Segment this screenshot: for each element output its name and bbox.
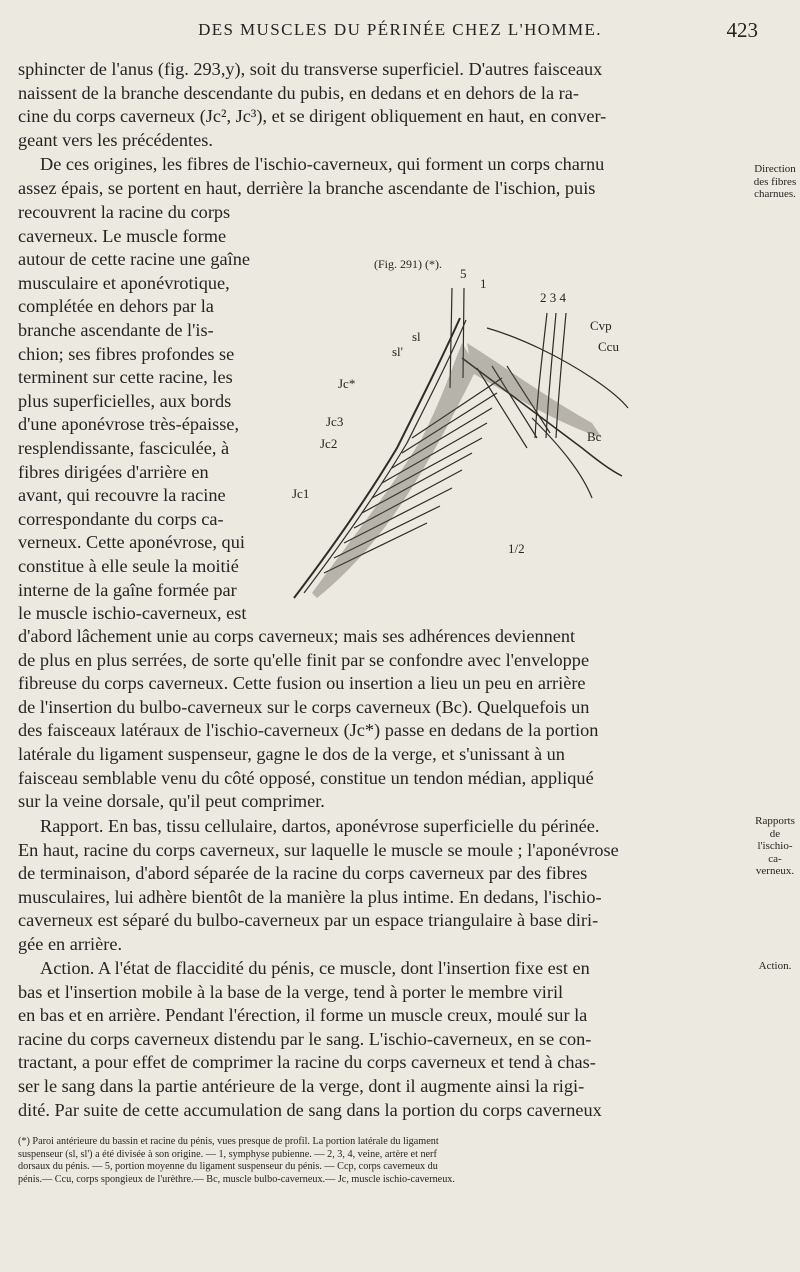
text-line: terminent sur cette racine, les xyxy=(18,367,233,388)
text-line: sur la veine dorsale, qu'il peut comprimer. xyxy=(18,791,325,812)
text-line: autour de cette racine une gaîne xyxy=(18,249,250,270)
figure-label-ccu: Ccu xyxy=(598,339,619,354)
text-line: resplendissante, fasciculée, à xyxy=(18,437,230,458)
text-line: racine du corps caverneux distendu par le sang. L'ischio-caverneux, en se con- xyxy=(18,1028,592,1049)
figure-label-1: 1 xyxy=(480,276,487,291)
paragraph-1 xyxy=(18,58,744,152)
figure-label-sl: sl xyxy=(412,329,421,344)
text-line: geant vers les précédentes. xyxy=(18,129,213,150)
figure-label-slp: sl' xyxy=(392,344,404,359)
paragraph-action xyxy=(18,957,744,1122)
text-line: De ces origines, les fibres de l'ischio-caverneux, qui forment un corps charnu xyxy=(40,154,605,174)
paragraph-2-rest xyxy=(18,625,744,814)
text-line: faisceau semblable venu du côté opposé, constitue un tendon médian, appliqué xyxy=(18,767,594,788)
text-line: de terminaison, d'abord séparée de la racine du corps caverneux par des fibres xyxy=(18,863,588,884)
paragraph-2-intro xyxy=(18,153,744,200)
figure-label-jc1: Jc1 xyxy=(292,486,310,501)
text-line: gée en arrière. xyxy=(18,933,123,954)
figure-label-jcstar: Jc* xyxy=(338,376,356,391)
text-line: musculaires, lui adhère bientôt de la manière la plus intime. En dedans, l'ischio- xyxy=(18,886,602,907)
text-line: en bas et en arrière. Pendant l'érection, il forme un muscle creux, moulé sur la xyxy=(18,1005,588,1026)
text-line: complétée en dehors par la xyxy=(18,296,214,317)
text-line: interne de la gaîne formée par xyxy=(18,579,237,600)
anatomical-figure xyxy=(292,248,637,623)
text-line: des faisceaux latéraux de l'ischio-caverneux (Jc*) passe en dedans de la portion xyxy=(18,720,599,741)
margin-note-action: Action. xyxy=(758,960,792,972)
figure-label-jc2: Jc2 xyxy=(320,436,338,451)
text-line: musculaire et aponévrotique, xyxy=(18,272,230,293)
text-line: chion; ses fibres profondes se xyxy=(18,343,235,364)
text-line: Rapport. En bas, tissu cellulaire, dartos, aponévrose superficielle du périnée. xyxy=(40,816,600,836)
text-line: fibres dirigées d'arrière en xyxy=(18,461,209,482)
figure-caption: (Fig. 291) (*). xyxy=(374,257,442,271)
figure-line-artery xyxy=(546,313,556,438)
text-line: latérale du ligament suspenseur, gagne le dos de la verge, et s'unissant à un xyxy=(18,743,565,764)
figure-label-half: 1/2 xyxy=(508,541,525,556)
text-line: sphincter de l'anus (fig. 293,y), soit du transverse superficiel. D'autres faisceaux xyxy=(18,59,603,79)
figure-label-bc: Bc xyxy=(587,429,602,444)
text-line: d'abord lâchement unie au corps caverneux; mais ses adhérences deviennent xyxy=(18,626,576,646)
text-line: de plus en plus serrées, de sorte qu'elle finit par se confondre avec l'enveloppe xyxy=(18,649,590,670)
figure-label-5: 5 xyxy=(460,266,467,281)
text-line: plus superficielles, aux bords xyxy=(18,390,232,411)
text-line: ser le sang dans la partie antérieure de la verge, dont il augmente ainsi la rigi- xyxy=(18,1075,585,1096)
footnote-line: (*) Paroi antérieure du bassin et racine du pénis, vues presque de profil. La portion latérale du ligament xyxy=(18,1136,439,1147)
text-line: cine du corps caverneux (Jc², Jc³), et se dirigent obliquement en haut, en conver- xyxy=(18,106,607,127)
figure-footnote xyxy=(18,1136,750,1186)
running-header xyxy=(0,14,800,44)
margin-note-rapports: Rapports de l'ischio-ca-verneux. xyxy=(755,815,795,877)
text-line: caverneux est séparé du bulbo-caverneux par un espace triangulaire à base diri- xyxy=(18,910,599,931)
text-line: Action. A l'état de flaccidité du pénis, ce muscle, dont l'insertion fixe est en xyxy=(40,958,590,978)
text-line: tractant, a pour effet de comprimer la racine du corps caverneux et tend à chas- xyxy=(18,1052,596,1073)
text-line: caverneux. Le muscle forme xyxy=(18,225,227,246)
footnote-line: suspenseur (sl, sl') a été divisée à son origine. — 1, symphyse pubienne. — 2, 3, 4, veine, artère et nerf xyxy=(18,1148,437,1160)
figure-outline-pubis xyxy=(294,318,460,598)
text-line: fibreuse du corps caverneux. Cette fusion ou insertion a lieu un peu en arrière xyxy=(18,673,586,694)
figure-label-cp: Cvp xyxy=(590,318,612,333)
text-line: correspondante du corps ca- xyxy=(18,508,224,529)
text-line: constitue à elle seule la moitié xyxy=(18,555,239,576)
text-line: verneux. Cette aponévrose, qui xyxy=(18,532,245,553)
running-title: DES MUSCLES DU PÉRINÉE CHEZ L'HOMME. xyxy=(198,20,602,39)
text-line: En haut, racine du corps caverneux, sur laquelle le muscle se moule ; l'aponévrose xyxy=(18,839,619,860)
margin-note-direction: Direction des fibres charnues. xyxy=(753,163,797,200)
figure-shading-corpus xyxy=(467,343,602,438)
text-line: avant, qui recouvre la racine xyxy=(18,485,226,506)
figure-label-jc3: Jc3 xyxy=(326,414,344,429)
page-number: 423 xyxy=(726,18,758,42)
text-line: dité. Par suite de cette accumulation de sang dans la portion du corps caverneux xyxy=(18,1099,602,1120)
text-line: de l'insertion du bulbo-caverneux sur le corps caverneux (Bc). Quelquefois un xyxy=(18,696,590,717)
text-line: d'une aponévrose très-épaisse, xyxy=(18,414,240,435)
text-line: assez épais, se portent en haut, derrière la branche ascendante de l'ischion, puis xyxy=(18,177,596,198)
text-line: bas et l'insertion mobile à la base de la verge, tend à porter le membre viril xyxy=(18,981,564,1002)
footnote-line: dorsaux du pénis. — 5, portion moyenne du ligament suspenseur du pénis. — Ccp, corps caverneux du xyxy=(18,1161,438,1173)
figure-label-234: 2 3 4 xyxy=(540,290,566,305)
text-line: recouvrent la racine du corps xyxy=(18,202,231,222)
figure-shading-muscle xyxy=(312,343,477,598)
paragraph-rapport xyxy=(18,815,744,957)
text-line: le muscle ischio-caverneux, est xyxy=(18,603,247,624)
text-line: branche ascendante de l'is- xyxy=(18,319,214,340)
footnote-line: pénis.— Ccu, corps spongieux de l'urèthre.— Bc, muscle bulbo-caverneux.— Jc, muscle ischio-caverneux. xyxy=(18,1173,455,1185)
paragraph-2-column xyxy=(18,201,310,626)
text-line: naissent de la branche descendante du pubis, en dedans et en dehors de la ra- xyxy=(18,82,579,103)
